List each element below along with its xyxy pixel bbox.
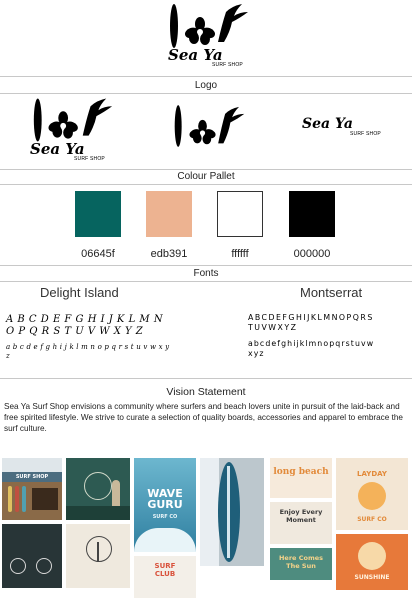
logo-variant-full (26, 96, 116, 164)
divider (0, 169, 412, 170)
vision-statement: Sea Ya Surf Shop envisions a community where surfers and beach lovers unite in pursuit of the laid-back and free spirited lifestyle. We strive to curate a selection of quality boards, accessories and apparel to embrace the surf culture. (4, 402, 403, 433)
shop-sign-text: SURF SHOP (15, 474, 49, 480)
script-lowercase: a b c d e f g h i j k l m n o p q r s t u v w x y z (6, 343, 170, 360)
brand-sub: SURF SHOP (350, 131, 381, 137)
brand-name: Sea Ya (302, 116, 353, 132)
section-title-palette: Colour Pallet (177, 171, 235, 182)
moodboard-photo-bikes (2, 524, 62, 588)
logo-variant-wordmark (302, 116, 392, 146)
color-swatch-peach (146, 191, 192, 237)
script-uppercase-2: O P Q R S T U V W X Y Z (6, 326, 144, 337)
script-uppercase-1: A B C D E F G H I J K L M N (6, 314, 164, 325)
brand-sub: SURF SHOP (212, 62, 243, 68)
header-logo (160, 2, 252, 70)
sans-lowercase-1: abcdefghijklmnopqrstuvw (248, 339, 375, 348)
moodboard-photo-here-comes-sun (270, 548, 332, 580)
moodboard-photo-long-beach (270, 458, 332, 498)
sans-uppercase-2: TUVWXYZ (248, 323, 298, 332)
sans-lowercase-2: xyz (248, 349, 265, 358)
divider (0, 378, 412, 379)
sunshine-text: SUNSHINE (354, 574, 390, 581)
brand-sub: SURF SHOP (74, 156, 105, 162)
brand-name: Sea Ya (168, 46, 223, 64)
font-name-script: Delight Island (40, 285, 119, 300)
divider (0, 281, 412, 282)
color-hex: 000000 (293, 248, 331, 260)
moodboard-photo-surf-club (134, 556, 196, 598)
surfboard-hibiscus-tail-logo-icon (160, 2, 252, 50)
color-hex: edb391 (150, 248, 188, 260)
layday-sub: SURF CO (357, 516, 387, 523)
color-hex: ffffff (231, 248, 249, 260)
moodboard-photo-teal-surfers (66, 458, 130, 520)
layday-text: LAYDAY (357, 470, 387, 478)
section-title-vision: Vision Statement (166, 386, 246, 398)
sans-uppercase-1: ABCDEFGHIJKLMNOPQRS (248, 313, 374, 322)
moodboard-photo-wave-guru (134, 458, 196, 552)
script-alphabet (6, 314, 171, 361)
color-hex: 06645f (81, 248, 115, 260)
color-swatch-white (217, 191, 263, 237)
divider (0, 93, 412, 94)
long-beach-text: long beach (273, 467, 329, 477)
brand-name: Sea Ya (30, 140, 85, 158)
surf-club-text: SURF CLUB (154, 562, 176, 578)
sans-alphabet (248, 313, 410, 359)
surfboard-hibiscus-tail-logo-icon (26, 96, 116, 144)
here-comes-text: Here Comes The Sun (278, 554, 323, 570)
moodboard-photo-palm (66, 524, 130, 588)
enjoy-text: Enjoy Every Moment (279, 508, 323, 524)
moodboard-photo-layday (336, 458, 408, 530)
moodboard-photo-sunshine (336, 534, 408, 590)
section-title-fonts: Fonts (193, 268, 219, 279)
divider (0, 265, 412, 266)
surfboard-hibiscus-tail-icon (166, 100, 246, 152)
moodboard-photo-surfboard (200, 458, 264, 566)
logo-variant-icon-only (166, 100, 246, 154)
divider (0, 184, 412, 185)
color-swatch-black (289, 191, 335, 237)
wave-guru-title: WAVE GURU (147, 487, 183, 511)
color-swatch-teal (75, 191, 121, 237)
moodboard-photo-enjoy (270, 502, 332, 544)
font-name-sans: Montserrat (300, 285, 363, 300)
divider (0, 76, 412, 77)
moodboard-photo-surf-shop (2, 458, 62, 520)
section-title-logo: Logo (194, 80, 218, 91)
wave-guru-sub: SURF CO (152, 514, 178, 520)
